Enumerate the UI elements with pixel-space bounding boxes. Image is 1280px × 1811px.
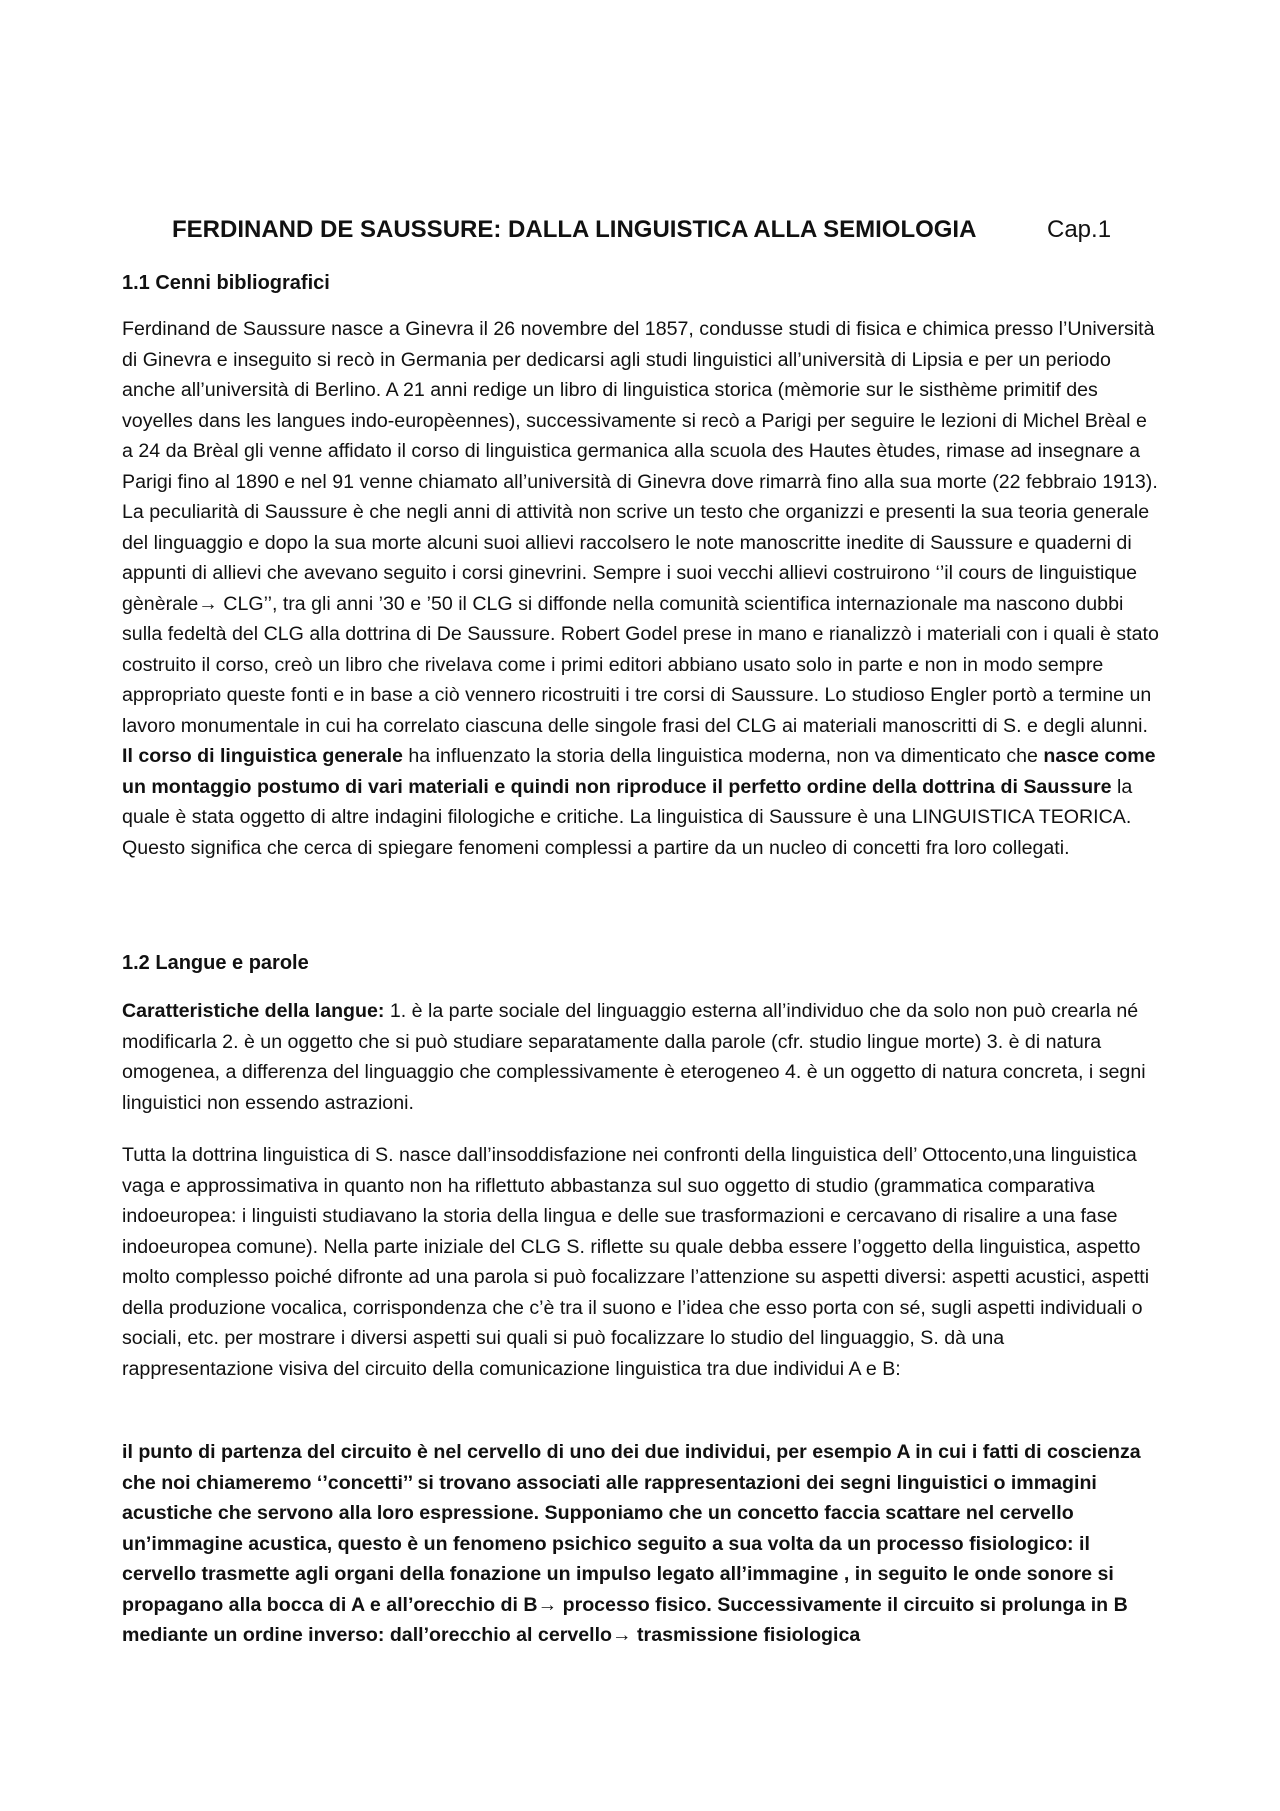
chapter-label: Cap.1 bbox=[1047, 216, 1112, 243]
paragraph-text: CLG’’, tra gli anni ’30 e ’50 il CLG si diffonde nella comunità scientifica internazionale ma nascono dubbi sulla fedeltà del CLG alla dottrina di De Saussure. Robert Godel prese in mano e rianalizzò i materiali con i quali è stato costruito il corso, creò un libro che rivelava come i primi editori abbiano usato solo in parte e non in modo sempre appropriato queste fonti e in base a ciò vennero ricostruiti i tre corsi di Saussure. Lo studioso Engler portò a termine un lavoro monumentale in cui ha correlato ciascuna delle singole frasi del CLG ai materiali manoscritti di S. e degli alunni. bbox=[122, 592, 1159, 737]
bold-text: Il corso di linguistica generale bbox=[122, 745, 403, 767]
bold-text: nasce come un montaggio postumo di vari materiali e quindi non riproduce il perfetto ordine della dottrina di Saussure bbox=[122, 745, 1156, 798]
paragraph-text: la quale è stata oggetto di altre indagini filologiche e critiche. La linguistica di Saussure è una LINGUISTICA TEORICA. Questo significa che cerca di spiegare fenomeni complessi a partire da un nucleo di concetti fra loro collegati. bbox=[122, 775, 1133, 859]
langue-text: 1. è la parte sociale del linguaggio esterna all’individuo che da solo non può crearla né modificarla 2. è un oggetto che si può studiare separatamente dalla parole (cfr. studio lingue morte) 3. è di natura omogenea, a differenza del linguaggio che complessivamente è eterogeneo 4. è un oggetto di natura concreta, i segni linguistici non essendo astrazioni. bbox=[122, 1000, 1146, 1114]
paragraph-langue bbox=[122, 996, 1160, 1118]
arrow-icon: → bbox=[612, 1624, 632, 1646]
document-title: FERDINAND DE SAUSSURE: DALLA LINGUISTICA ALLA SEMIOLOGIA bbox=[172, 216, 977, 243]
paragraph-text: processo fisico. Successivamente il circuito si prolunga in B mediante un ordine inverso: dall’orecchio al cervello bbox=[122, 1593, 1128, 1646]
arrow-icon: → bbox=[198, 592, 218, 615]
paragraph-text: trasmissione fisiologica bbox=[631, 1624, 861, 1646]
arrow-icon: → bbox=[537, 1593, 558, 1616]
langue-label: Caratteristiche della langue: bbox=[122, 1000, 385, 1022]
paragraph-circuit bbox=[122, 1437, 1160, 1651]
paragraph-text: Ferdinand de Saussure nasce a Ginevra il 26 novembre del 1857, condusse studi di fisica e chimica presso l’Università di Ginevra e inseguito si recò in Germania per dedicarsi agli studi linguistici all’università di Lipsia e per un periodo anche all’università di Berlino. A 21 anni redige un libro di linguistica storica (mèmorie sur le sisthème primitif des voyelles dans les langues indo-europèennes), successivamente si recò a Parigi per seguire le lezioni di Michel Brèal e a 24 da Brèal gli venne affidato il corso di linguistica germanica alla scuola des Hautes ètudes, rimase ad insegnare a Parigi fino al 1890 e nel 91 venne chiamato all’università di Ginevra dove rimarrà fino alla sua morte (22 febbraio 1913). La peculiarità di Saussure è che negli anni di attività non scrive un testo che organizzi e presenti la sua teoria generale del linguaggio e dopo la sua morte alcuni suoi allievi raccolsero le note manoscritte inedite di Saussure e quaderni di appunti di allievi che avevano seguito i corsi ginevrini. Sempre i suoi vecchi allievi costruirono ‘’il cours de linguistique gènèrale bbox=[122, 318, 1158, 615]
paragraph-doctrine: Tutta la dottrina linguistica di S. nasce dall’insoddisfazione nei confronti della linguistica dell’ Ottocento,una linguistica vaga e approssimativa in quanto non ha riflettuto abbastanza sul suo oggetto di studio (grammatica comparativa indoeuropea: i linguisti studiavano la storia della lingua e delle sue trasformazioni e cercavano di risalire a una fase indoeuropea comune). Nella parte iniziale del CLG S. riflette su quale debba essere l’oggetto della linguistica, aspetto molto complesso poiché difronte ad una parola si può focalizzare l’attenzione su aspetti diversi: aspetti acustici, aspetti della produzione vocalica, corrispondenza che c’è tra il suono e l’idea che esso porta con sé, sugli aspetti individuali o sociali, etc. per mostrare i diversi aspetti sui quali si può focalizzare lo studio del linguaggio, S. dà una rappresentazione visiva del circuito della comunicazione linguistica tra due individui A e B: bbox=[122, 1144, 1150, 1380]
paragraph-text: il punto di partenza del circuito è nel cervello di uno dei due individui, per esempio A in cui i fatti di coscienza che noi chiameremo ‘’concetti’’ si trovano associati alle rappresentazioni dei segni linguistici o immagini acustiche che servono alla loro espressione. Supponiamo che un concetto faccia scattare nel cervello un’immagine acustica, questo è un fenomeno psichico seguito a sua volta da un processo fisiologico: il cervello trasmette agli organi della fonazione un impulso legato all’immagine , in seguito le onde sonore si propagano alla bocca di A e all’orecchio di B bbox=[122, 1441, 1141, 1616]
title-row bbox=[172, 212, 1122, 248]
section-heading-1-2: 1.2 Langue e parole bbox=[122, 952, 309, 974]
paragraph-text: ha influenzato la storia della linguistica moderna, non va dimenticato che bbox=[402, 745, 1044, 767]
paragraph-biography bbox=[122, 314, 1160, 863]
section-heading-1-1: 1.1 Cenni bibliografici bbox=[122, 272, 330, 294]
